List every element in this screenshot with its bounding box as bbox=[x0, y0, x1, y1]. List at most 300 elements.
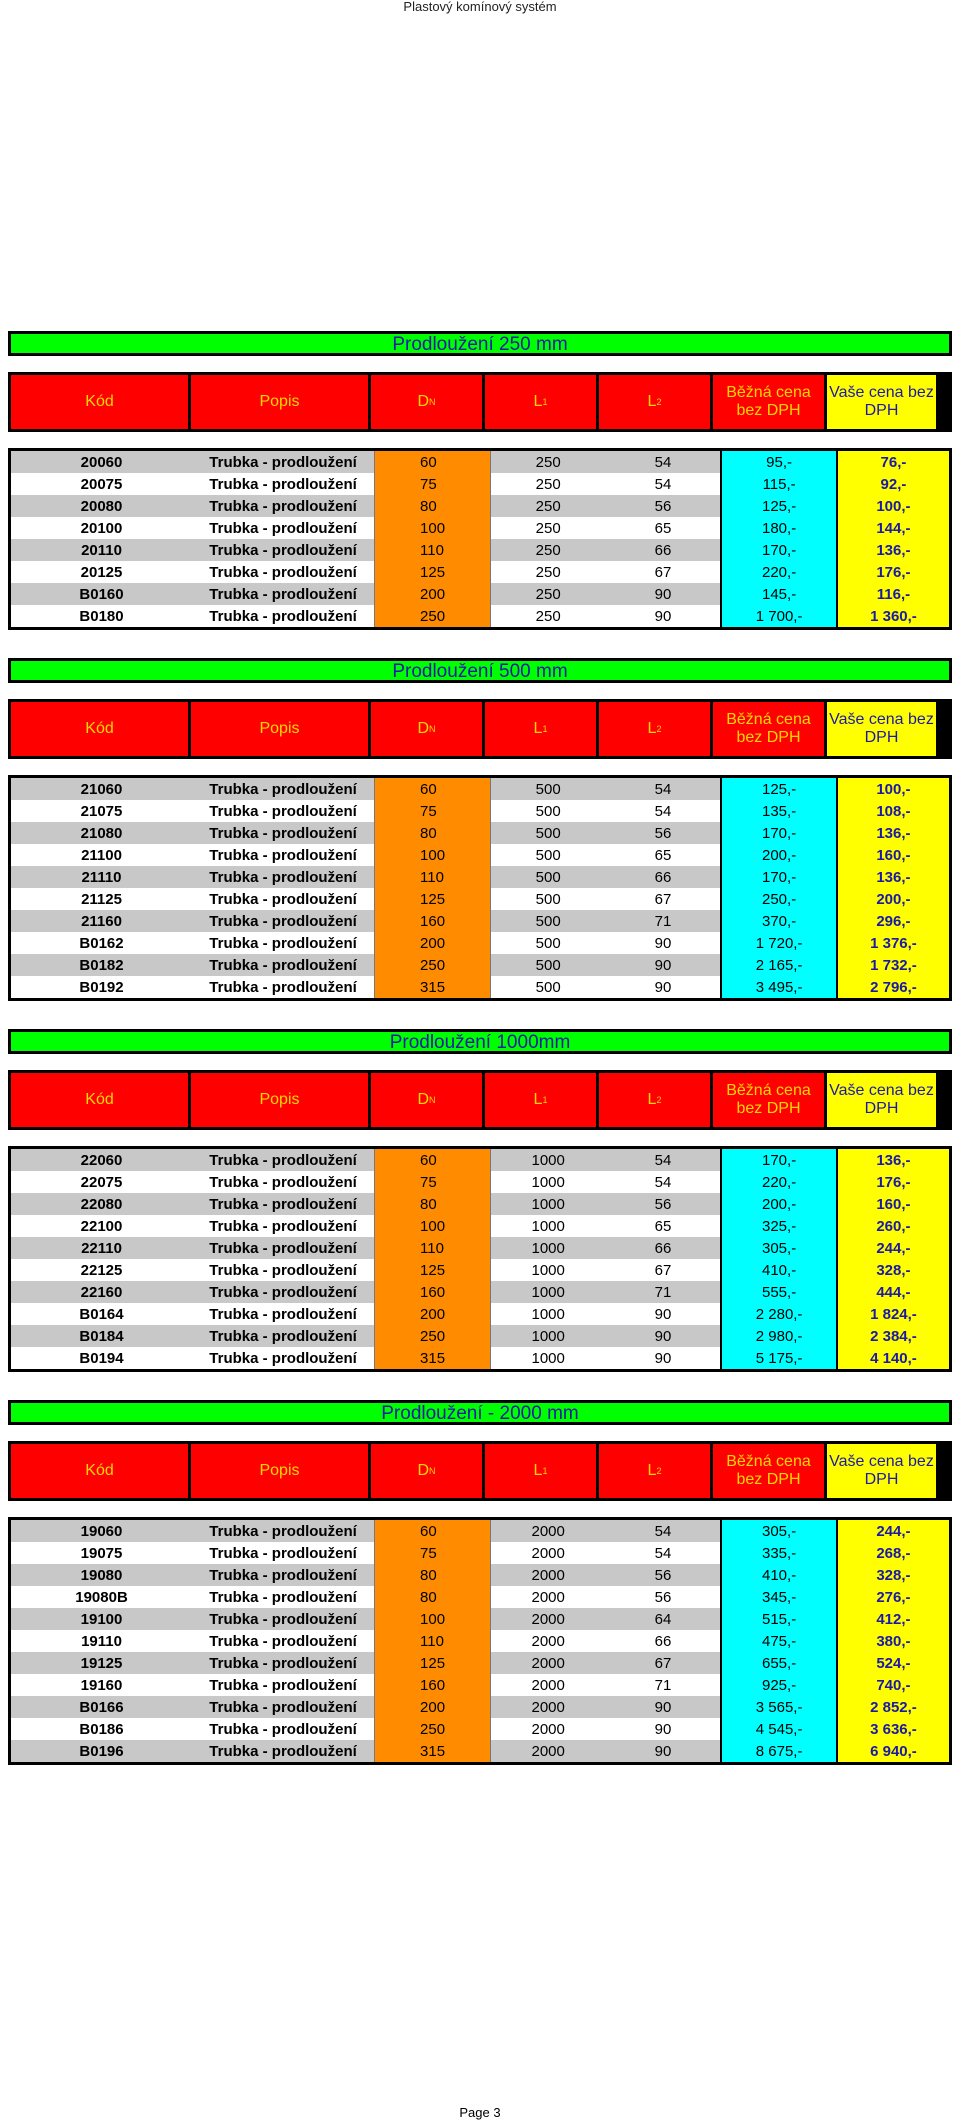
cell-code: 19080 bbox=[10, 1564, 193, 1586]
table-row bbox=[10, 777, 951, 801]
cell-code: 21125 bbox=[10, 888, 193, 910]
cell-dn: 80 bbox=[375, 822, 491, 844]
cell-description: Trubka - prodloužení bbox=[192, 976, 375, 1000]
cell-code: 21100 bbox=[10, 844, 193, 866]
header-l1 bbox=[485, 1073, 596, 1127]
cell-dn: 315 bbox=[375, 976, 491, 1000]
section-title: Prodloužení - 2000 mm bbox=[8, 1400, 952, 1425]
cell-dn: 100 bbox=[375, 517, 491, 539]
cell-your-price: 76,- bbox=[837, 450, 951, 474]
table-row bbox=[10, 822, 951, 844]
table-row bbox=[10, 800, 951, 822]
header-code-label: Kód bbox=[85, 720, 114, 737]
table-row bbox=[10, 539, 951, 561]
cell-l1: 250 bbox=[490, 450, 606, 474]
cell-price: 410,- bbox=[721, 1564, 837, 1586]
cell-dn: 75 bbox=[375, 1542, 491, 1564]
cell-code: B0196 bbox=[10, 1740, 193, 1764]
cell-dn: 200 bbox=[375, 583, 491, 605]
cell-code: 22100 bbox=[10, 1215, 193, 1237]
cell-your-price: 2 796,- bbox=[837, 976, 951, 1000]
header-description-label: Popis bbox=[259, 393, 300, 410]
cell-l2: 71 bbox=[606, 1674, 722, 1696]
cell-description: Trubka - prodloužení bbox=[192, 866, 375, 888]
cell-description: Trubka - prodloužení bbox=[192, 1215, 375, 1237]
cell-dn: 110 bbox=[375, 866, 491, 888]
cell-l2: 54 bbox=[606, 1148, 722, 1172]
cell-your-price: 100,- bbox=[837, 777, 951, 801]
cell-your-price: 268,- bbox=[837, 1542, 951, 1564]
cell-code: 22160 bbox=[10, 1281, 193, 1303]
cell-code: 19075 bbox=[10, 1542, 193, 1564]
section-title: Prodloužení 1000mm bbox=[8, 1029, 952, 1054]
cell-dn: 160 bbox=[375, 910, 491, 932]
cell-l1: 250 bbox=[490, 561, 606, 583]
cell-description: Trubka - prodloužení bbox=[192, 1148, 375, 1172]
cell-price: 925,- bbox=[721, 1674, 837, 1696]
cell-l1: 500 bbox=[490, 888, 606, 910]
cell-price: 115,- bbox=[721, 473, 837, 495]
cell-description: Trubka - prodloužení bbox=[192, 450, 375, 474]
cell-your-price: 136,- bbox=[837, 539, 951, 561]
cell-l2: 71 bbox=[606, 910, 722, 932]
cell-l1: 250 bbox=[490, 473, 606, 495]
header-dn-label: D bbox=[417, 1091, 430, 1108]
cell-l1: 500 bbox=[490, 976, 606, 1000]
cell-description: Trubka - prodloužení bbox=[192, 932, 375, 954]
cell-price: 335,- bbox=[721, 1542, 837, 1564]
cell-l1: 500 bbox=[490, 822, 606, 844]
cell-dn: 80 bbox=[375, 495, 491, 517]
table-row bbox=[10, 495, 951, 517]
header-price-label: Běžná cena bez DPH bbox=[726, 384, 811, 419]
table-row bbox=[10, 866, 951, 888]
cell-l2: 90 bbox=[606, 1347, 722, 1371]
cell-dn: 125 bbox=[375, 561, 491, 583]
cell-price: 220,- bbox=[721, 1171, 837, 1193]
cell-price: 3 565,- bbox=[721, 1696, 837, 1718]
cell-dn: 80 bbox=[375, 1564, 491, 1586]
cell-code: 21160 bbox=[10, 910, 193, 932]
header-code-label: Kód bbox=[85, 1091, 114, 1108]
cell-description: Trubka - prodloužení bbox=[192, 1586, 375, 1608]
cell-code: 21060 bbox=[10, 777, 193, 801]
cell-dn: 125 bbox=[375, 1259, 491, 1281]
cell-price: 1 720,- bbox=[721, 932, 837, 954]
cell-l2: 90 bbox=[606, 1303, 722, 1325]
page-number: Page 3 bbox=[459, 2105, 501, 2120]
cell-your-price: 116,- bbox=[837, 583, 951, 605]
header-l2-subscript: 2 bbox=[656, 724, 662, 734]
cell-description: Trubka - prodloužení bbox=[192, 517, 375, 539]
header-dn-label: D bbox=[417, 1462, 430, 1479]
header-l1-label: L bbox=[533, 720, 543, 737]
cell-price: 200,- bbox=[721, 1193, 837, 1215]
cell-l1: 2000 bbox=[490, 1564, 606, 1586]
cell-description: Trubka - prodloužení bbox=[192, 1171, 375, 1193]
header-dn-subscript: N bbox=[429, 397, 436, 407]
table-row bbox=[10, 561, 951, 583]
cell-code: 20125 bbox=[10, 561, 193, 583]
cell-code: 19160 bbox=[10, 1674, 193, 1696]
cell-l2: 66 bbox=[606, 866, 722, 888]
cell-price: 2 980,- bbox=[721, 1325, 837, 1347]
cell-description: Trubka - prodloužení bbox=[192, 1630, 375, 1652]
cell-description: Trubka - prodloužení bbox=[192, 844, 375, 866]
header-l1-label: L bbox=[533, 393, 543, 410]
cell-l1: 2000 bbox=[490, 1652, 606, 1674]
cell-dn: 200 bbox=[375, 1696, 491, 1718]
cell-price: 305,- bbox=[721, 1237, 837, 1259]
cell-price: 200,- bbox=[721, 844, 837, 866]
cell-description: Trubka - prodloužení bbox=[192, 1542, 375, 1564]
cell-your-price: 1 376,- bbox=[837, 932, 951, 954]
cell-code: 20110 bbox=[10, 539, 193, 561]
cell-l1: 250 bbox=[490, 605, 606, 629]
cell-price: 655,- bbox=[721, 1652, 837, 1674]
cell-l2: 56 bbox=[606, 1193, 722, 1215]
cell-price: 325,- bbox=[721, 1215, 837, 1237]
table-row bbox=[10, 954, 951, 976]
cell-code: B0184 bbox=[10, 1325, 193, 1347]
cell-dn: 125 bbox=[375, 1652, 491, 1674]
table-row bbox=[10, 932, 951, 954]
cell-l1: 2000 bbox=[490, 1718, 606, 1740]
cell-l1: 2000 bbox=[490, 1542, 606, 1564]
cell-dn: 110 bbox=[375, 1630, 491, 1652]
cell-your-price: 136,- bbox=[837, 866, 951, 888]
document-title: Plastový komínový systém bbox=[403, 0, 557, 14]
table-header bbox=[8, 1070, 952, 1130]
cell-dn: 250 bbox=[375, 1325, 491, 1347]
cell-code: 22080 bbox=[10, 1193, 193, 1215]
header-l2-subscript: 2 bbox=[656, 397, 662, 407]
cell-your-price: 160,- bbox=[837, 1193, 951, 1215]
header-code bbox=[11, 702, 188, 756]
header-dn-label: D bbox=[417, 720, 430, 737]
header-description bbox=[191, 1444, 368, 1498]
cell-dn: 315 bbox=[375, 1740, 491, 1764]
price-table bbox=[8, 448, 952, 630]
cell-l2: 90 bbox=[606, 583, 722, 605]
cell-your-price: 296,- bbox=[837, 910, 951, 932]
cell-l1: 500 bbox=[490, 932, 606, 954]
cell-your-price: 2 384,- bbox=[837, 1325, 951, 1347]
cell-description: Trubka - prodloužení bbox=[192, 1237, 375, 1259]
cell-price: 250,- bbox=[721, 888, 837, 910]
cell-l1: 1000 bbox=[490, 1303, 606, 1325]
cell-description: Trubka - prodloužení bbox=[192, 822, 375, 844]
cell-l2: 54 bbox=[606, 1171, 722, 1193]
cell-description: Trubka - prodloužení bbox=[192, 495, 375, 517]
table-row bbox=[10, 1674, 951, 1696]
cell-your-price: 524,- bbox=[837, 1652, 951, 1674]
cell-description: Trubka - prodloužení bbox=[192, 1259, 375, 1281]
header-code-label: Kód bbox=[85, 393, 114, 410]
header-l1 bbox=[485, 375, 596, 429]
cell-price: 345,- bbox=[721, 1586, 837, 1608]
cell-l1: 250 bbox=[490, 539, 606, 561]
header-l1-label: L bbox=[533, 1462, 543, 1479]
cell-code: 20075 bbox=[10, 473, 193, 495]
cell-code: B0166 bbox=[10, 1696, 193, 1718]
cell-description: Trubka - prodloužení bbox=[192, 910, 375, 932]
cell-price: 5 175,- bbox=[721, 1347, 837, 1371]
cell-code: B0182 bbox=[10, 954, 193, 976]
table-row bbox=[10, 473, 951, 495]
cell-l1: 500 bbox=[490, 910, 606, 932]
cell-price: 145,- bbox=[721, 583, 837, 605]
table-row bbox=[10, 517, 951, 539]
cell-code: 22060 bbox=[10, 1148, 193, 1172]
cell-l2: 67 bbox=[606, 561, 722, 583]
cell-description: Trubka - prodloužení bbox=[192, 1519, 375, 1543]
cell-your-price: 4 140,- bbox=[837, 1347, 951, 1371]
cell-description: Trubka - prodloužení bbox=[192, 1281, 375, 1303]
cell-l2: 67 bbox=[606, 888, 722, 910]
cell-code: 21075 bbox=[10, 800, 193, 822]
cell-description: Trubka - prodloužení bbox=[192, 1347, 375, 1371]
table-row bbox=[10, 1259, 951, 1281]
header-l2-subscript: 2 bbox=[656, 1095, 662, 1105]
cell-l1: 500 bbox=[490, 777, 606, 801]
cell-code: B0164 bbox=[10, 1303, 193, 1325]
cell-your-price: 108,- bbox=[837, 800, 951, 822]
header-dn-subscript: N bbox=[429, 1466, 436, 1476]
cell-code: 21080 bbox=[10, 822, 193, 844]
table-row bbox=[10, 844, 951, 866]
cell-code: 20060 bbox=[10, 450, 193, 474]
cell-l2: 90 bbox=[606, 954, 722, 976]
cell-l2: 54 bbox=[606, 473, 722, 495]
cell-code: B0180 bbox=[10, 605, 193, 629]
header-dn bbox=[371, 702, 482, 756]
header-your-price-label: Vaše cena bez DPH bbox=[829, 711, 934, 746]
cell-l2: 66 bbox=[606, 1237, 722, 1259]
header-description bbox=[191, 702, 368, 756]
header-l1-subscript: 1 bbox=[542, 397, 548, 407]
cell-price: 125,- bbox=[721, 495, 837, 517]
cell-your-price: 444,- bbox=[837, 1281, 951, 1303]
cell-dn: 75 bbox=[375, 1171, 491, 1193]
cell-dn: 250 bbox=[375, 954, 491, 976]
header-dn-label: D bbox=[417, 393, 430, 410]
cell-your-price: 380,- bbox=[837, 1630, 951, 1652]
table-row bbox=[10, 888, 951, 910]
cell-your-price: 3 636,- bbox=[837, 1718, 951, 1740]
table-header bbox=[8, 699, 952, 759]
cell-l2: 56 bbox=[606, 495, 722, 517]
table-row bbox=[10, 1696, 951, 1718]
cell-description: Trubka - prodloužení bbox=[192, 1193, 375, 1215]
cell-code: 22075 bbox=[10, 1171, 193, 1193]
cell-description: Trubka - prodloužení bbox=[192, 1564, 375, 1586]
cell-l2: 64 bbox=[606, 1608, 722, 1630]
cell-price: 555,- bbox=[721, 1281, 837, 1303]
cell-dn: 75 bbox=[375, 800, 491, 822]
cell-dn: 250 bbox=[375, 1718, 491, 1740]
header-price bbox=[713, 702, 824, 756]
table-header bbox=[8, 372, 952, 432]
cell-your-price: 740,- bbox=[837, 1674, 951, 1696]
cell-your-price: 200,- bbox=[837, 888, 951, 910]
cell-code: B0186 bbox=[10, 1718, 193, 1740]
cell-price: 475,- bbox=[721, 1630, 837, 1652]
table-row bbox=[10, 1586, 951, 1608]
cell-l2: 90 bbox=[606, 1718, 722, 1740]
header-your-price bbox=[827, 375, 936, 429]
table-row bbox=[10, 1542, 951, 1564]
cell-price: 2 165,- bbox=[721, 954, 837, 976]
cell-l1: 1000 bbox=[490, 1193, 606, 1215]
table-row bbox=[10, 1630, 951, 1652]
price-table bbox=[8, 775, 952, 1001]
header-l2 bbox=[599, 1073, 710, 1127]
cell-l1: 2000 bbox=[490, 1740, 606, 1764]
cell-l2: 67 bbox=[606, 1259, 722, 1281]
header-your-price-label: Vaše cena bez DPH bbox=[829, 1453, 934, 1488]
header-price-label: Běžná cena bez DPH bbox=[726, 711, 811, 746]
cell-your-price: 136,- bbox=[837, 822, 951, 844]
cell-l2: 71 bbox=[606, 1281, 722, 1303]
cell-l1: 1000 bbox=[490, 1347, 606, 1371]
cell-dn: 250 bbox=[375, 605, 491, 629]
header-your-price-label: Vaše cena bez DPH bbox=[829, 384, 934, 419]
cell-your-price: 176,- bbox=[837, 561, 951, 583]
cell-l2: 67 bbox=[606, 1652, 722, 1674]
cell-price: 135,- bbox=[721, 800, 837, 822]
header-l2-label: L bbox=[647, 720, 657, 737]
cell-dn: 160 bbox=[375, 1281, 491, 1303]
cell-dn: 110 bbox=[375, 539, 491, 561]
table-row bbox=[10, 1519, 951, 1543]
header-price-label: Běžná cena bez DPH bbox=[726, 1082, 811, 1117]
header-description bbox=[191, 1073, 368, 1127]
table-row bbox=[10, 1171, 951, 1193]
header-dn bbox=[371, 1073, 482, 1127]
table-row bbox=[10, 1718, 951, 1740]
table-row bbox=[10, 1303, 951, 1325]
cell-your-price: 1 732,- bbox=[837, 954, 951, 976]
cell-l2: 56 bbox=[606, 822, 722, 844]
cell-price: 305,- bbox=[721, 1519, 837, 1543]
header-l2 bbox=[599, 375, 710, 429]
header-l2-label: L bbox=[647, 1462, 657, 1479]
header-your-price bbox=[827, 1073, 936, 1127]
cell-your-price: 328,- bbox=[837, 1564, 951, 1586]
cell-price: 170,- bbox=[721, 822, 837, 844]
cell-description: Trubka - prodloužení bbox=[192, 605, 375, 629]
cell-your-price: 276,- bbox=[837, 1586, 951, 1608]
cell-l1: 500 bbox=[490, 800, 606, 822]
cell-l2: 54 bbox=[606, 450, 722, 474]
cell-price: 170,- bbox=[721, 1148, 837, 1172]
header-price bbox=[713, 375, 824, 429]
cell-l1: 2000 bbox=[490, 1608, 606, 1630]
cell-description: Trubka - prodloužení bbox=[192, 1325, 375, 1347]
header-your-price bbox=[827, 1444, 936, 1498]
table-row bbox=[10, 1237, 951, 1259]
header-l2-label: L bbox=[647, 1091, 657, 1108]
cell-l1: 2000 bbox=[490, 1519, 606, 1543]
cell-l1: 1000 bbox=[490, 1148, 606, 1172]
table-row bbox=[10, 1608, 951, 1630]
cell-dn: 100 bbox=[375, 844, 491, 866]
header-dn bbox=[371, 375, 482, 429]
cell-description: Trubka - prodloužení bbox=[192, 561, 375, 583]
header-l2 bbox=[599, 702, 710, 756]
cell-code: 19125 bbox=[10, 1652, 193, 1674]
price-table bbox=[8, 1146, 952, 1372]
table-header bbox=[8, 1441, 952, 1501]
cell-l1: 2000 bbox=[490, 1630, 606, 1652]
header-description bbox=[191, 375, 368, 429]
cell-l1: 250 bbox=[490, 517, 606, 539]
cell-code: B0160 bbox=[10, 583, 193, 605]
table-row bbox=[10, 583, 951, 605]
cell-l2: 66 bbox=[606, 539, 722, 561]
cell-description: Trubka - prodloužení bbox=[192, 473, 375, 495]
cell-l1: 1000 bbox=[490, 1215, 606, 1237]
cell-dn: 200 bbox=[375, 1303, 491, 1325]
cell-l1: 250 bbox=[490, 583, 606, 605]
header-price bbox=[713, 1444, 824, 1498]
cell-l2: 90 bbox=[606, 976, 722, 1000]
cell-code: B0192 bbox=[10, 976, 193, 1000]
table-row bbox=[10, 1325, 951, 1347]
table-row bbox=[10, 1347, 951, 1371]
cell-code: 19060 bbox=[10, 1519, 193, 1543]
header-l2-label: L bbox=[647, 393, 657, 410]
cell-dn: 315 bbox=[375, 1347, 491, 1371]
cell-l1: 500 bbox=[490, 866, 606, 888]
cell-l2: 65 bbox=[606, 844, 722, 866]
cell-your-price: 136,- bbox=[837, 1148, 951, 1172]
cell-dn: 125 bbox=[375, 888, 491, 910]
header-l2-subscript: 2 bbox=[656, 1466, 662, 1476]
cell-description: Trubka - prodloužení bbox=[192, 539, 375, 561]
cell-l1: 2000 bbox=[490, 1674, 606, 1696]
cell-price: 410,- bbox=[721, 1259, 837, 1281]
table-row bbox=[10, 1652, 951, 1674]
table-row bbox=[10, 605, 951, 629]
cell-description: Trubka - prodloužení bbox=[192, 1652, 375, 1674]
cell-code: 21110 bbox=[10, 866, 193, 888]
header-code bbox=[11, 1444, 188, 1498]
cell-dn: 200 bbox=[375, 932, 491, 954]
cell-description: Trubka - prodloužení bbox=[192, 1696, 375, 1718]
cell-price: 370,- bbox=[721, 910, 837, 932]
cell-price: 180,- bbox=[721, 517, 837, 539]
cell-your-price: 412,- bbox=[837, 1608, 951, 1630]
table-row bbox=[10, 450, 951, 474]
cell-description: Trubka - prodloužení bbox=[192, 583, 375, 605]
header-l1-subscript: 1 bbox=[542, 1095, 548, 1105]
cell-dn: 75 bbox=[375, 473, 491, 495]
cell-your-price: 328,- bbox=[837, 1259, 951, 1281]
header-code bbox=[11, 1073, 188, 1127]
cell-dn: 60 bbox=[375, 777, 491, 801]
cell-l1: 2000 bbox=[490, 1586, 606, 1608]
cell-l1: 1000 bbox=[490, 1281, 606, 1303]
cell-your-price: 244,- bbox=[837, 1519, 951, 1543]
cell-description: Trubka - prodloužení bbox=[192, 1674, 375, 1696]
cell-l1: 250 bbox=[490, 495, 606, 517]
cell-dn: 110 bbox=[375, 1237, 491, 1259]
cell-l1: 2000 bbox=[490, 1696, 606, 1718]
cell-l2: 65 bbox=[606, 517, 722, 539]
cell-l2: 56 bbox=[606, 1564, 722, 1586]
